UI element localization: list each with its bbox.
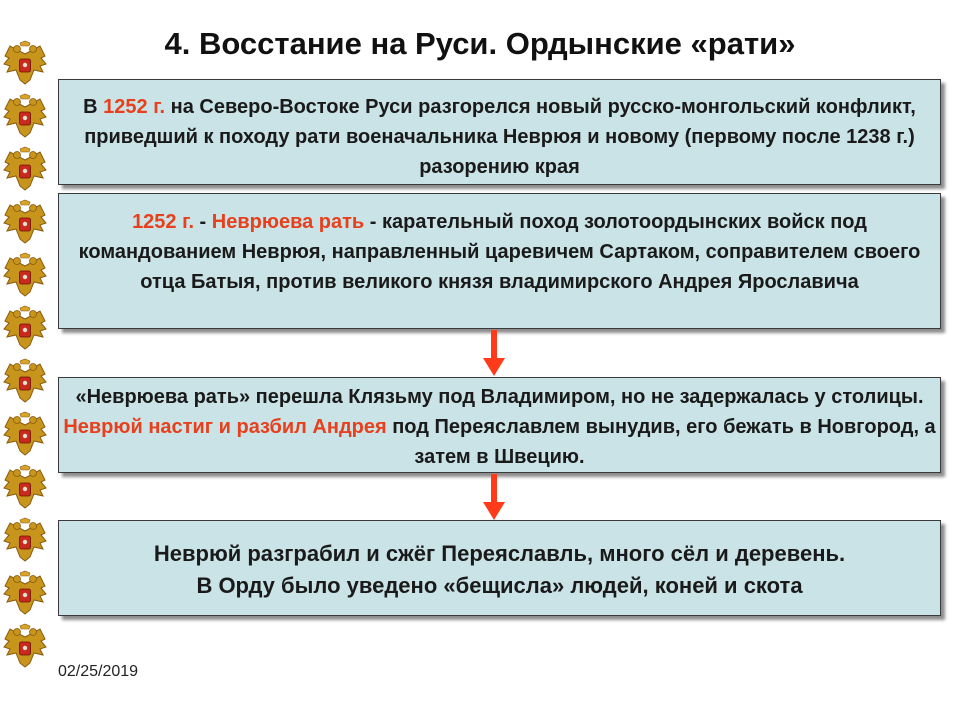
events-box — [58, 377, 941, 473]
eagle-emblem-icon — [2, 570, 48, 618]
eagle-emblem-icon — [2, 464, 48, 512]
down-arrow-icon — [482, 474, 506, 520]
eagle-emblem-icon — [2, 623, 48, 671]
page-title: 4. Восстание на Руси. Ордынские «рати» — [164, 26, 796, 61]
intro-text: на Северо-Востоке Руси разгорелся новый русско-монгольский конфликт, приведший к походу рати военачальника Неврюя и новому (первому после 1238 г.) разорению края — [84, 96, 916, 178]
intro-lead: В — [83, 96, 104, 118]
eagle-emblem-icon — [2, 93, 48, 141]
definition-dash: - — [194, 211, 212, 233]
events-text-2: под Переяславлем вынудив, его бежать в Новгород, а затем в Швецию. — [386, 416, 936, 468]
definition-box — [58, 193, 941, 329]
eagle-emblem-icon — [2, 411, 48, 459]
eagle-emblem-icon — [2, 146, 48, 194]
eagle-emblem-icon — [2, 517, 48, 565]
eagle-emblem-icon — [2, 358, 48, 406]
intro-box — [58, 79, 941, 185]
intro-year: 1252 г. — [103, 96, 166, 118]
outcome-box — [58, 520, 941, 616]
events-text-1: «Неврюева рать» перешла Клязьму под Владимиром, но не задержалась у столицы. — [75, 386, 924, 408]
down-arrow-icon — [482, 330, 506, 376]
eagle-strip — [0, 40, 52, 680]
definition-year: 1252 г. — [132, 211, 194, 233]
events-highlight: Неврюй настиг и разбил Андрея — [63, 416, 387, 438]
outcome-line-1: Неврюй разграбил и сжёг Переяславль, много сёл и деревень. — [153, 541, 846, 566]
slide-date: 02/25/2019 — [58, 663, 139, 680]
eagle-emblem-icon — [2, 199, 48, 247]
outcome-line-2: В Орду было уведено «бещисла» людей, коней и скота — [196, 573, 803, 598]
eagle-emblem-icon — [2, 305, 48, 353]
definition-term: Неврюева рать — [211, 211, 365, 233]
definition-text: - карательный поход золотоордынских войск под командованием Неврюя, направленный царевичем Сартаком, соправителем своего отца Батыя, против великого князя владимирского Андрея Ярославича — [78, 211, 921, 293]
eagle-emblem-icon — [2, 252, 48, 300]
